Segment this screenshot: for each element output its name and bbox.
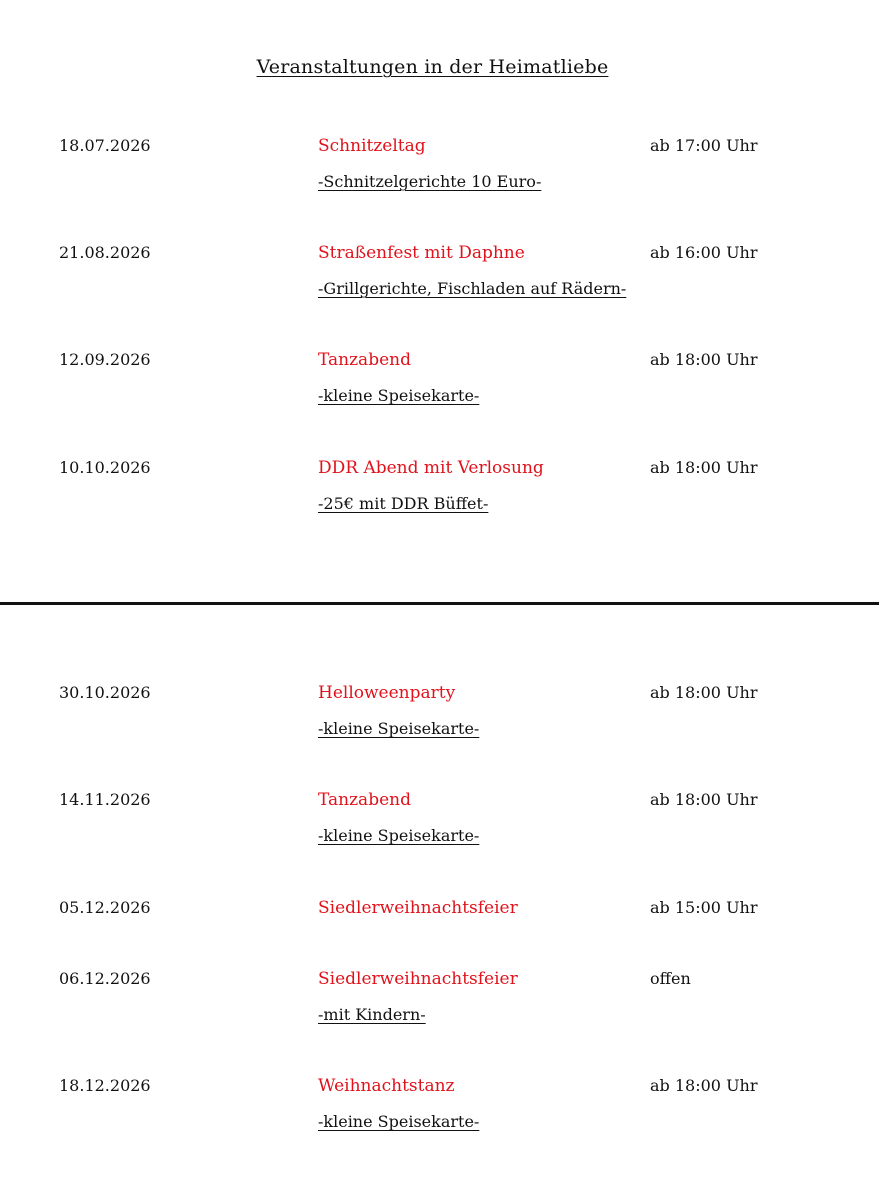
event-entry: [0, 350, 879, 430]
event-entry: [0, 790, 879, 870]
event-entry: [0, 136, 879, 216]
page-divider: [0, 602, 879, 605]
event-entry: [0, 243, 879, 323]
event-entry: [0, 458, 879, 538]
event-time: ab 17:00 Uhr: [650, 136, 758, 155]
event-note: -Grillgerichte, Fischladen auf Rädern-: [318, 279, 627, 298]
event-time: offen: [650, 969, 691, 988]
event-name: Tanzabend: [318, 790, 411, 810]
event-note: -kleine Speisekarte-: [318, 386, 480, 405]
event-date: 18.12.2026: [59, 1076, 151, 1095]
page-title: Veranstaltungen in der Heimatliebe: [256, 56, 609, 78]
event-note: -kleine Speisekarte-: [318, 1112, 480, 1131]
event-date: 18.07.2026: [59, 136, 151, 155]
event-note: -kleine Speisekarte-: [318, 719, 480, 738]
event-date: 05.12.2026: [59, 898, 151, 917]
event-entry: [0, 898, 879, 978]
event-name: Helloweenparty: [318, 683, 456, 703]
event-time: ab 18:00 Uhr: [650, 458, 758, 477]
event-time: ab 16:00 Uhr: [650, 243, 758, 262]
event-date: 21.08.2026: [59, 243, 151, 262]
event-name: Siedlerweihnachtsfeier: [318, 969, 518, 989]
event-time: ab 18:00 Uhr: [650, 683, 758, 702]
event-entry: [0, 969, 879, 1049]
event-date: 14.11.2026: [59, 790, 151, 809]
event-note: -25€ mit DDR Büffet-: [318, 494, 489, 513]
event-entry: [0, 683, 879, 763]
event-name: Schnitzeltag: [318, 136, 426, 156]
event-note: -kleine Speisekarte-: [318, 826, 480, 845]
event-date: 10.10.2026: [59, 458, 151, 477]
event-name: Weihnachtstanz: [318, 1076, 455, 1096]
event-note: -Schnitzelgerichte 10 Euro-: [318, 172, 542, 191]
event-time: ab 15:00 Uhr: [650, 898, 758, 917]
event-date: 12.09.2026: [59, 350, 151, 369]
event-time: ab 18:00 Uhr: [650, 1076, 758, 1095]
event-name: Straßenfest mit Daphne: [318, 243, 525, 263]
event-date: 30.10.2026: [59, 683, 151, 702]
event-time: ab 18:00 Uhr: [650, 350, 758, 369]
event-name: Siedlerweihnachtsfeier: [318, 898, 518, 918]
event-note: -mit Kindern-: [318, 1005, 426, 1024]
event-entry: [0, 1076, 879, 1156]
event-date: 06.12.2026: [59, 969, 151, 988]
event-name: Tanzabend: [318, 350, 411, 370]
event-time: ab 18:00 Uhr: [650, 790, 758, 809]
event-name: DDR Abend mit Verlosung: [318, 458, 544, 478]
